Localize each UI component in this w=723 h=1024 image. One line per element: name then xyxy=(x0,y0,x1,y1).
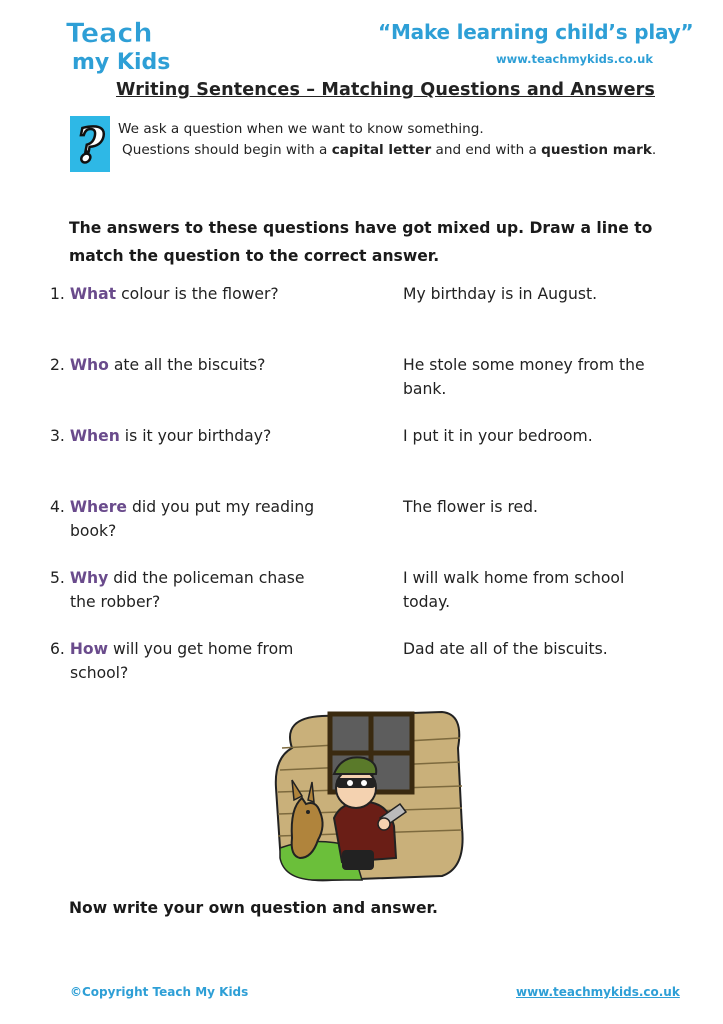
instructions: The answers to these questions have got mixed up. Draw a line to match the question to the correct answer. xyxy=(69,219,653,265)
logo-text-teach: Teach xyxy=(66,18,153,49)
own-question-prompt: Now write your own question and answer. xyxy=(69,899,438,917)
intro-line-1: We ask a question when we want to know something. xyxy=(118,121,484,137)
question-word: What xyxy=(69,285,117,303)
intro-line-2: Questions should begin with a capital letter and end with a question mark. xyxy=(122,142,657,158)
answer-4: The flower is red. xyxy=(403,498,538,516)
answer-5: I will walk home from school today. xyxy=(403,569,625,611)
footer-link[interactable]: www.teachmykids.co.uk xyxy=(516,985,680,999)
logo-text-mykids: my Kids xyxy=(72,50,171,75)
answer-3: I put it in your bedroom. xyxy=(403,427,593,445)
question-word: Why xyxy=(69,569,109,587)
question-3: 3. When is it your birthday? xyxy=(50,427,272,445)
answer-2: He stole some money from the bank. xyxy=(403,356,645,398)
question-mark-icon xyxy=(70,116,110,172)
teach-my-kids-logo xyxy=(62,14,172,76)
question-word: Who xyxy=(69,356,109,374)
footer-copyright: ©Copyright Teach My Kids xyxy=(70,985,249,999)
page-title: Writing Sentences – Matching Questions and Answers xyxy=(116,80,655,100)
robber-with-dog-illustration xyxy=(272,708,468,884)
tagline: “Make learning child’s play” xyxy=(378,20,694,44)
capital-letter-emphasis: capital letter xyxy=(331,142,432,158)
question-mark-emphasis: question mark xyxy=(541,142,652,158)
question-word: Where xyxy=(69,498,127,516)
header-url: www.teachmykids.co.uk xyxy=(496,52,654,66)
question-2: 2. Who ate all the biscuits? xyxy=(50,356,266,374)
question-6: 6. How will you get home from school? xyxy=(50,640,294,682)
question-word: How xyxy=(69,640,109,658)
question-4: 4. Where did you put my reading book? xyxy=(50,498,315,540)
question-5: 5. Why did the policeman chase the robber? xyxy=(50,569,305,611)
answer-6: Dad ate all of the biscuits. xyxy=(403,640,608,658)
question-1: 1. What colour is the flower? xyxy=(50,285,279,303)
svg-text:?: ? xyxy=(75,118,105,172)
question-word: When xyxy=(69,427,120,445)
answer-1: My birthday is in August. xyxy=(403,285,598,303)
